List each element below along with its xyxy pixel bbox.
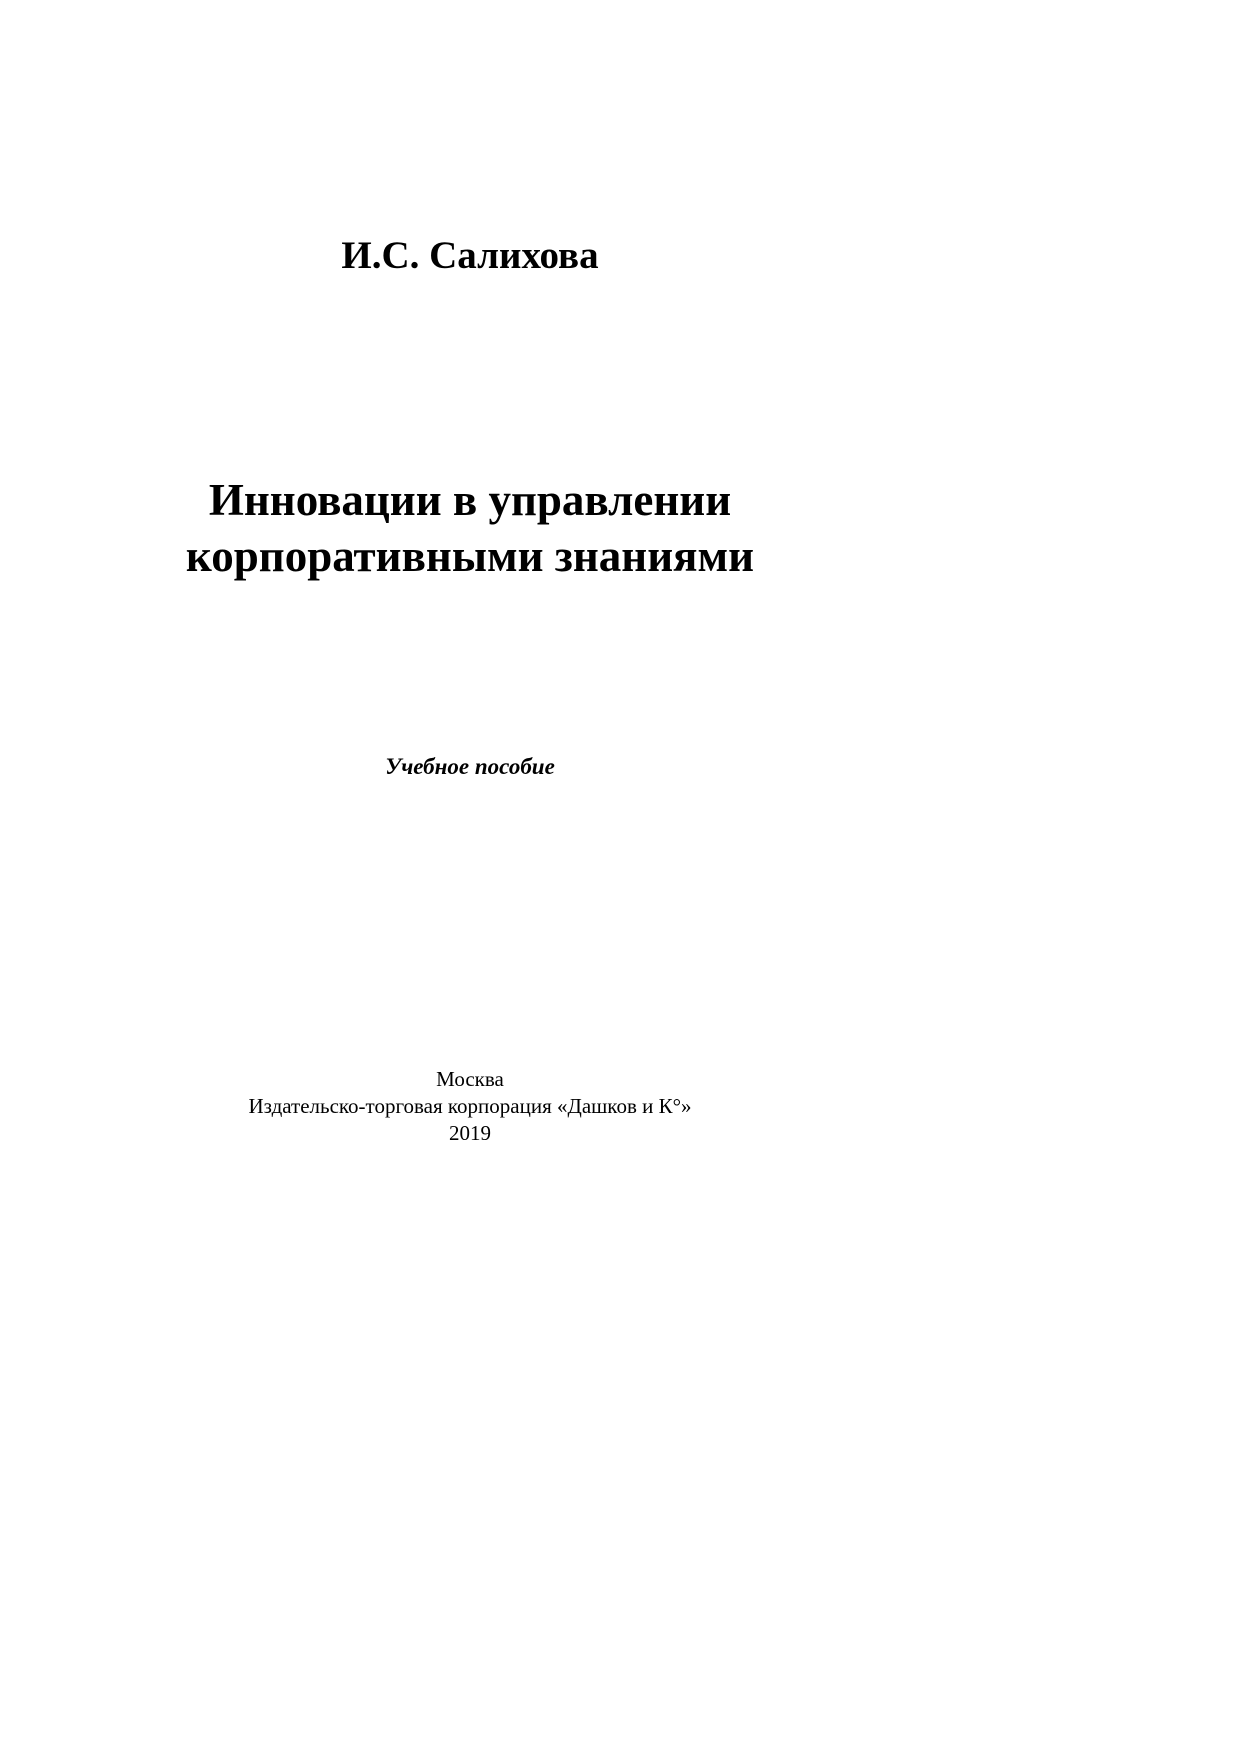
book-title <box>100 472 840 584</box>
imprint-publisher: Издательско-торговая корпорация «Дашков и К°» <box>248 1094 692 1118</box>
book-type: Учебное пособие <box>385 754 555 779</box>
imprint-year: 2019 <box>449 1121 491 1145</box>
author-name: И.С. Салихова <box>341 234 599 277</box>
imprint-city: Москва <box>436 1067 504 1091</box>
imprint-block <box>100 1066 840 1147</box>
book-title-line-2: корпоративными знаниями <box>185 531 755 581</box>
book-title-line-1: Инновации в управлении <box>208 475 732 525</box>
